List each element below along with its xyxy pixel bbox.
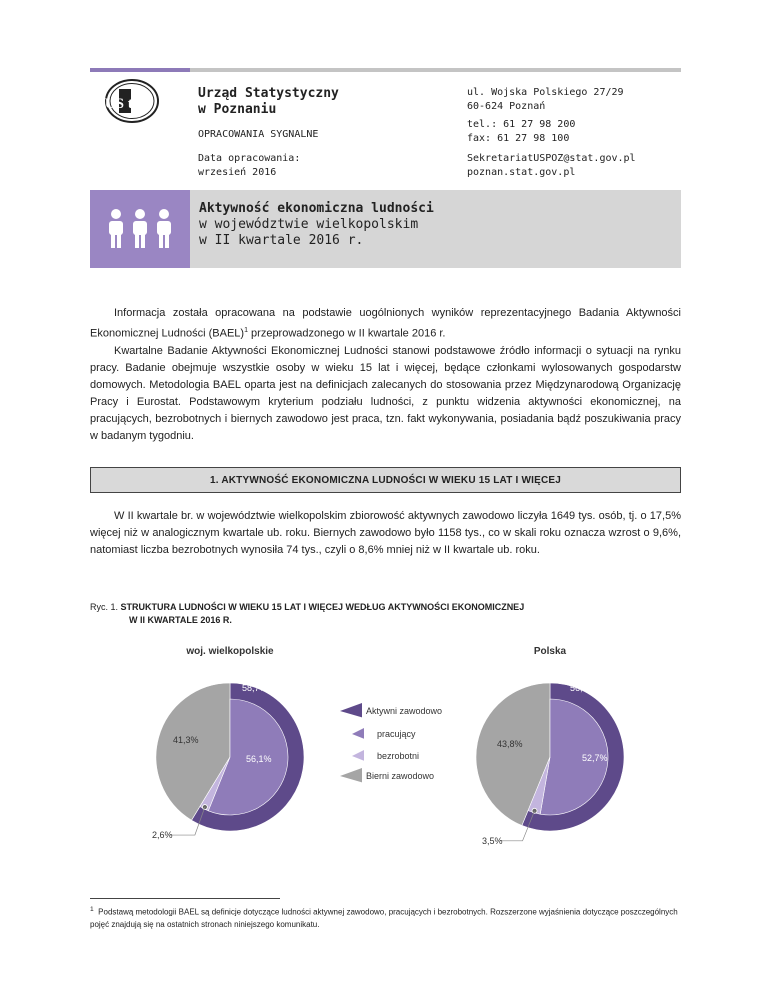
legend-label-3: Bierni zawodowo: [366, 771, 435, 781]
title-line-2: w województwie wielkopolskim: [199, 217, 419, 232]
date-label: Data opracowania:: [198, 153, 301, 164]
footnote: [90, 904, 681, 931]
figure-caption: [90, 601, 524, 627]
figure-title-line-2: W II KWARTALE 2016 R.: [129, 615, 232, 625]
label-pracujacy-polska: 52,7%: [582, 753, 608, 763]
title-line-1: Aktywność ekonomiczna ludności: [199, 201, 434, 216]
label-aktywni-wlkp: 58,7%: [242, 683, 268, 693]
page-title: [199, 201, 434, 249]
contact-block: [467, 152, 636, 180]
email-link[interactable]: SekretariatUSPOZ@stat.gov.pl: [467, 153, 636, 164]
logo-letter-u: US tat: [104, 96, 146, 112]
header-accent-bar: [90, 68, 190, 72]
website-link[interactable]: poznan.stat.gov.pl: [467, 167, 576, 178]
label-bierni-polska: 43,8%: [497, 739, 523, 749]
title-line-3: w II kwartale 2016 r.: [199, 233, 364, 248]
us-logo: [104, 78, 160, 124]
pie-chart-svg: [90, 640, 681, 846]
address-street: ul. Wojska Polskiego 27/29: [467, 87, 624, 98]
legend-label-1: pracujący: [377, 729, 416, 739]
legend-swatch-0: [340, 703, 362, 717]
intro-p1-b: przeprowadzonego w II kwartale 2016 r.: [247, 327, 446, 340]
address-block: [467, 86, 624, 114]
footnote-divider: [90, 898, 280, 899]
section-paragraph: W II kwartale br. w województwie wielkopolskim zbiorowość aktywnych zawodowo liczyła 1649 tys. osób, tj. o 17,5% więcej niż w analogicznym kwartale ub. roku. Biernych zawodowo było 1158 tys., co w skali roku oznacza wzrost o 9,6%, natomiast liczba bezrobotnych wynosiła 74 tys., czyli o 8,6% mniej niż w II kwartale ub. roku.: [90, 510, 681, 556]
address-city: 60-624 Poznań: [467, 101, 546, 112]
header-rule: [190, 68, 681, 72]
legend-label-2: bezrobotni: [377, 751, 420, 761]
people-icon-panel: [90, 190, 190, 268]
intro-p1-a: Informacja została opracowana na podstawie uogólnionych wyników reprezentacyjnego Badania Aktywności Ekonomicznej Ludności (BAEL): [90, 307, 681, 340]
intro-paragraph-1: [90, 305, 681, 343]
label-bierni-wlkp: 41,3%: [173, 735, 199, 745]
section-heading: 1. AKTYWNOŚĆ EKONOMICZNA LUDNOŚCI W WIEKU 15 LAT I WIĘCEJ: [90, 467, 681, 493]
intro-paragraph-2: Kwartalne Badanie Aktywności Ekonomicznej Ludności stanowi podstawowe źródło informacji o sytuacji na rynku pracy. Badanie obejmuje wszystkie osoby w wieku 15 lat i więcej, będące członkami wylosowanych gospodarstw domowych. Metodologia BAEL oparta jest na definicjach zalecanych do stosowania przez Międzynarodową Organizację Pracy i Eurostat. Podstawowym kryterium podziału ludności, z punktu widzenia aktywności ekonomicznej, na pracujących, bezrobotnych i biernych zawodowo jest praca, tzn. fakt wykonywania, posiadania bądź poszukiwania pracy w badanym tygodniu.: [90, 344, 681, 442]
label-pracujacy-wlkp: 56,1%: [246, 754, 272, 764]
organization-name: [198, 86, 339, 118]
footnote-ref[interactable]: 1: [244, 327, 248, 334]
phone-block: [467, 118, 575, 146]
chart-title-wlkp: woj. wielkopolskie: [186, 646, 274, 657]
date-value: wrzesień 2016: [198, 167, 277, 178]
footnote-text: Podstawą metodologii BAEL są definicje dotyczące ludności aktywnej zawodowo, pracujących i bezrobotnych. Rozszerzone wyjaśnienia dotyczące poszczególnych pojęć znajdują się na ostatnich stronach niniejszego komunikatu.: [90, 907, 678, 929]
intro-text: [90, 305, 681, 445]
legend-swatch-1: [352, 728, 364, 739]
section-text: [90, 508, 681, 559]
phone-number: tel.: 61 27 98 200: [467, 119, 576, 130]
organization-line-1: Urząd Statystyczny: [198, 86, 339, 101]
series-label: OPRACOWANIA SYGNALNE: [198, 129, 319, 140]
legend-swatch-2: [352, 750, 364, 761]
legend-swatch-3: [340, 768, 362, 782]
organization-line-2: w Poznaniu: [198, 102, 277, 117]
label-bezrobotni-wlkp: 2,6%: [152, 830, 173, 841]
figure-prefix: Ryc. 1.: [90, 602, 119, 612]
pie-charts: [90, 640, 681, 846]
figure-title-line-1: STRUKTURA LUDNOŚCI W WIEKU 15 LAT I WIĘCEJ WEDŁUG AKTYWNOŚCI EKONOMICZNEJ: [120, 602, 525, 612]
footnote-marker: 1: [90, 906, 94, 913]
label-aktywni-polska: 56,2%: [570, 683, 596, 693]
fax-number: fax: 61 27 98 100: [467, 133, 570, 144]
publication-date: [198, 152, 300, 180]
chart-title-polska: Polska: [533, 646, 567, 657]
label-bezrobotni-polska: 3,5%: [482, 835, 503, 846]
legend-label-0: Aktywni zawodowo: [366, 706, 443, 716]
people-icon: [90, 190, 190, 268]
